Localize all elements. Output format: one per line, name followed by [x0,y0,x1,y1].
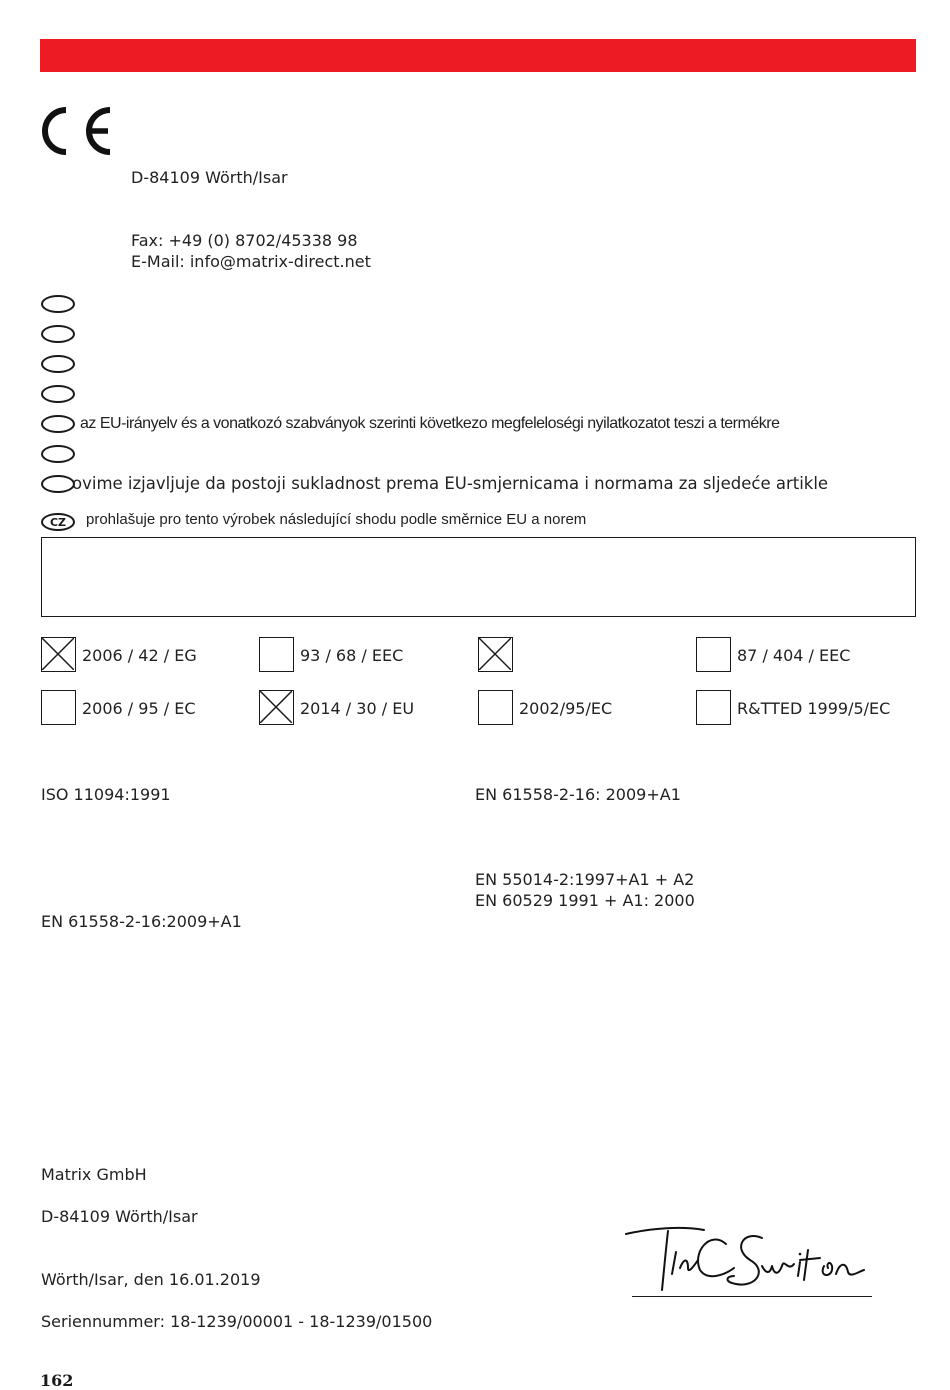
address-city: D-84109 Wörth/Isar [131,168,288,187]
country-oval-2 [41,325,75,343]
directive-label-7: 2002/95/EC [519,699,613,718]
directive-label-8: R&TTED 1999/5/EC [737,699,891,718]
directive-checkbox-6[interactable] [259,690,294,725]
standard-right-2: EN 55014-2:1997+A1 + A2 [475,870,695,889]
directive-checkbox-2[interactable] [259,637,294,672]
address-email: E-Mail: info@matrix-direct.net [131,252,371,271]
declaration-text-cz: prohlašuje pro tento výrobek následující shodu podle směrnice EU a norem [86,511,587,528]
checkbox-cross-icon [42,638,74,670]
directive-label-2: 93 / 68 / EEC [300,646,404,665]
country-oval-5 [41,415,75,433]
declaration-text-hr: ovime izjavljuje da postoji sukladnost prema EU-smjernicama i normama za sljedeće artikle [72,474,829,493]
country-oval-4 [41,385,75,403]
directive-label-5: 2006 / 95 / EC [82,699,196,718]
standard-left-1: ISO 11094:1991 [41,785,171,804]
checkbox-cross-icon [260,691,292,723]
standard-left-2: EN 61558-2-16:2009+A1 [41,912,242,931]
product-name-box [41,537,916,617]
standard-right-3: EN 60529 1991 + A1: 2000 [475,891,695,910]
directive-checkbox-1[interactable] [41,637,76,672]
header-red-bar [40,39,916,72]
country-code: CZ [49,516,67,529]
footer-company: Matrix GmbH [41,1165,147,1184]
directive-checkbox-4[interactable] [696,637,731,672]
directive-checkbox-8[interactable] [696,690,731,725]
signature-dot [799,1253,802,1256]
country-oval-6 [41,445,75,463]
directive-checkbox-3[interactable] [478,637,513,672]
footer-serial: Seriennummer: 18-1239/00001 - 18-1239/01500 [41,1312,433,1331]
footer-city: D-84109 Wörth/Isar [41,1207,198,1226]
directive-checkbox-5[interactable] [41,690,76,725]
country-oval-cz [41,513,75,531]
country-oval-3 [41,355,75,373]
directive-checkbox-7[interactable] [478,690,513,725]
directive-label-4: 87 / 404 / EEC [737,646,851,665]
declaration-text-hu: az EU-irányelv és a vonatkozó szabványok szerinti következo megfeleloségi nyilatkozatot teszi a termékre [80,415,780,432]
page-number: 162 [40,1371,74,1390]
standard-right-1: EN 61558-2-16: 2009+A1 [475,785,681,804]
directive-label-1: 2006 / 42 / EG [82,646,197,665]
country-oval-1 [41,295,75,313]
signature-line [632,1296,872,1297]
signature-image [622,1222,872,1302]
country-oval-7 [41,475,75,493]
footer-date: Wörth/Isar, den 16.01.2019 [41,1270,261,1289]
ce-mark-logo [40,104,116,162]
address-fax: Fax: +49 (0) 8702/45338 98 [131,231,358,250]
checkbox-cross-icon [479,638,511,670]
directive-label-6: 2014 / 30 / EU [300,699,415,718]
